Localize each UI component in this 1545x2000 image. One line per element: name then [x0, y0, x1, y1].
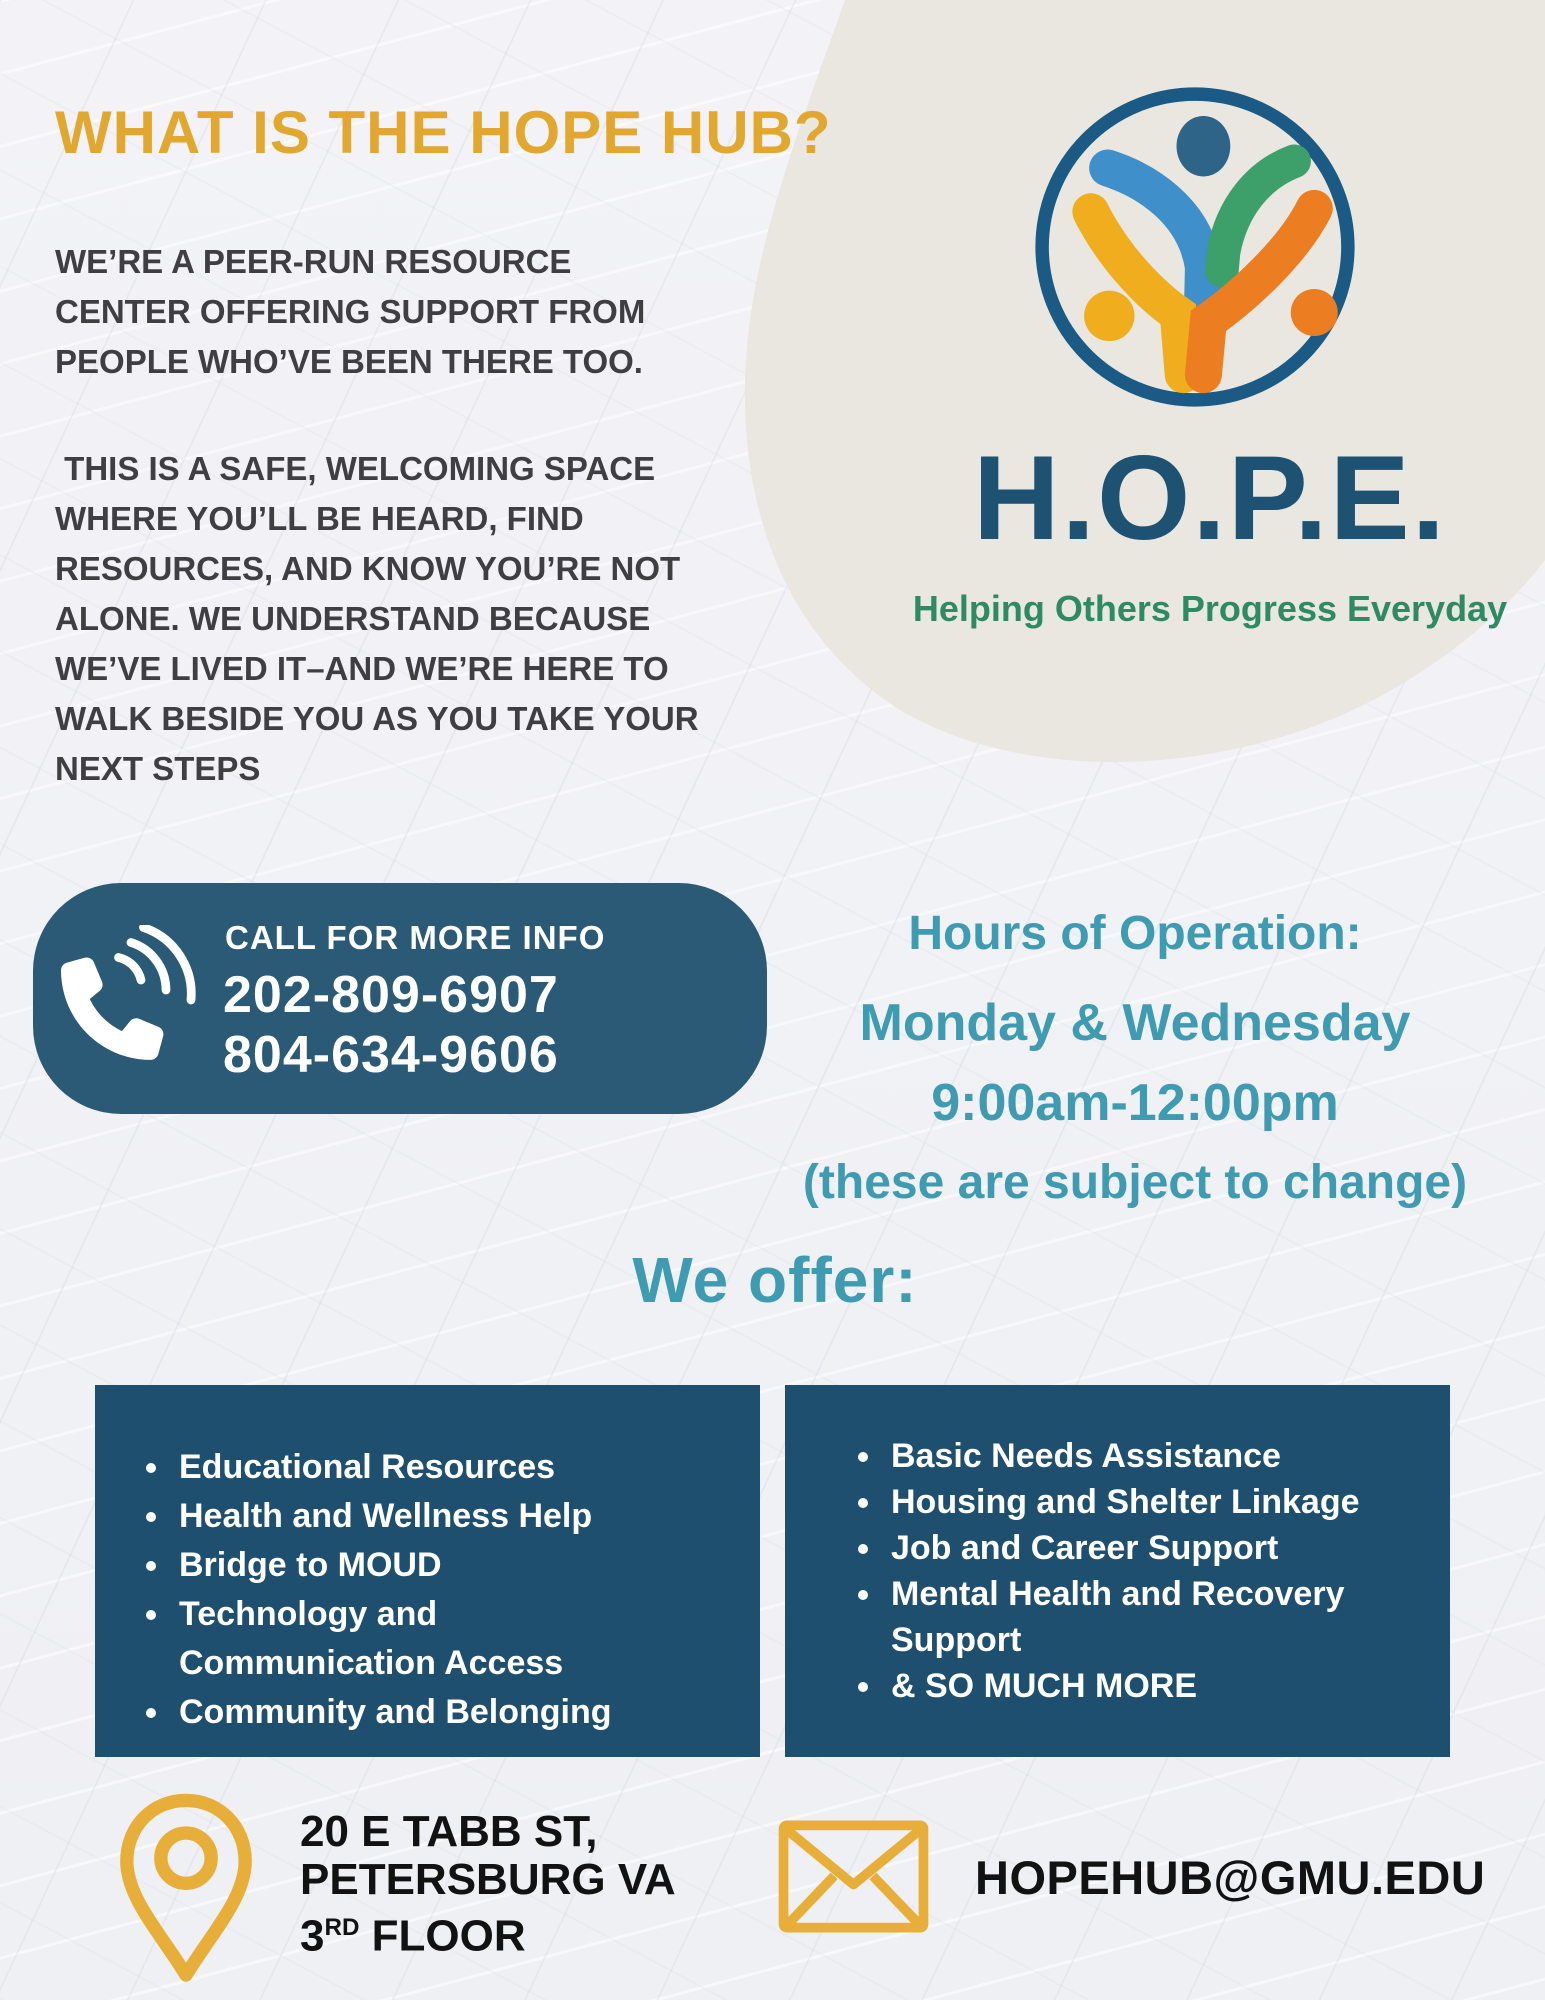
list-item: • Mental Health and Recovery Support [885, 1571, 1391, 1663]
people-tree-logo-icon [1027, 79, 1363, 415]
list-item: • Job and Career Support [885, 1525, 1391, 1571]
address [300, 1808, 730, 1961]
list-item: • Basic Needs Assistance [885, 1433, 1391, 1479]
phone-number-2: 804-634-9606 [223, 1026, 559, 1084]
intro-paragraph-1: WE’RE A PEER-RUN RESOURCE CENTER OFFERING SUPPORT FROM PEOPLE WHO’VE BEEN THERE TOO. [55, 243, 646, 380]
list-item: • Housing and Shelter Linkage [885, 1479, 1391, 1525]
hours-heading: Hours of Operation: [908, 907, 1362, 960]
hours-time: 9:00am-12:00pm [931, 1074, 1339, 1132]
list-item: • Educational Resources [173, 1443, 679, 1492]
offer-box-left [95, 1385, 760, 1757]
phone-number-1: 202-809-6907 [223, 966, 559, 1024]
hours-of-operation [725, 906, 1545, 1210]
address-line-2: PETERSBURG VA [300, 1855, 676, 1904]
offer-list-left [95, 1385, 760, 1737]
list-item: • Bridge to MOUD [173, 1541, 679, 1590]
ordinal-superscript: RD [324, 1914, 360, 1941]
we-offer-heading: We offer: [632, 1244, 918, 1316]
list-item: • Community and Belonging [173, 1688, 679, 1737]
offer-box-right [785, 1385, 1450, 1757]
list-item: • & SO MUCH MORE [885, 1663, 1391, 1709]
logo-acronym: H.O.P.E. [973, 431, 1447, 565]
hours-days: Monday & Wednesday [859, 994, 1411, 1052]
offer-list-right [785, 1385, 1450, 1709]
call-info-label: CALL FOR MORE INFO [225, 919, 606, 956]
call-info-card [33, 883, 767, 1114]
page-title: WHAT IS THE HOPE HUB? [55, 99, 832, 166]
envelope-icon [776, 1820, 931, 1933]
address-line-1: 20 E TABB ST, [300, 1807, 598, 1856]
phone-icon [61, 925, 211, 1075]
list-item: • Health and Wellness Help [173, 1492, 679, 1541]
location-pin-icon [112, 1790, 260, 1990]
intro-paragraph-2: THIS IS A SAFE, WELCOMING SPACE WHERE YOU’LL BE HEARD, FIND RESOURCES, AND KNOW YOU’RE NOT ALONE. WE UNDERSTAND BECAUSE WE’VE LIVED IT–AND WE’RE HERE TO WALK BESIDE YOU AS YOU TAKE YOUR NEXT STEPS [55, 450, 699, 787]
address-line-3: 3RD FLOOR [300, 1911, 526, 1961]
email-address: HOPEHUB@GMU.EDU [975, 1851, 1486, 1904]
list-item: • Technology and Communication Access [173, 1590, 679, 1688]
logo-tagline: Helping Others Progress Everyday [912, 588, 1508, 629]
hours-note: (these are subject to change) [802, 1156, 1468, 1209]
